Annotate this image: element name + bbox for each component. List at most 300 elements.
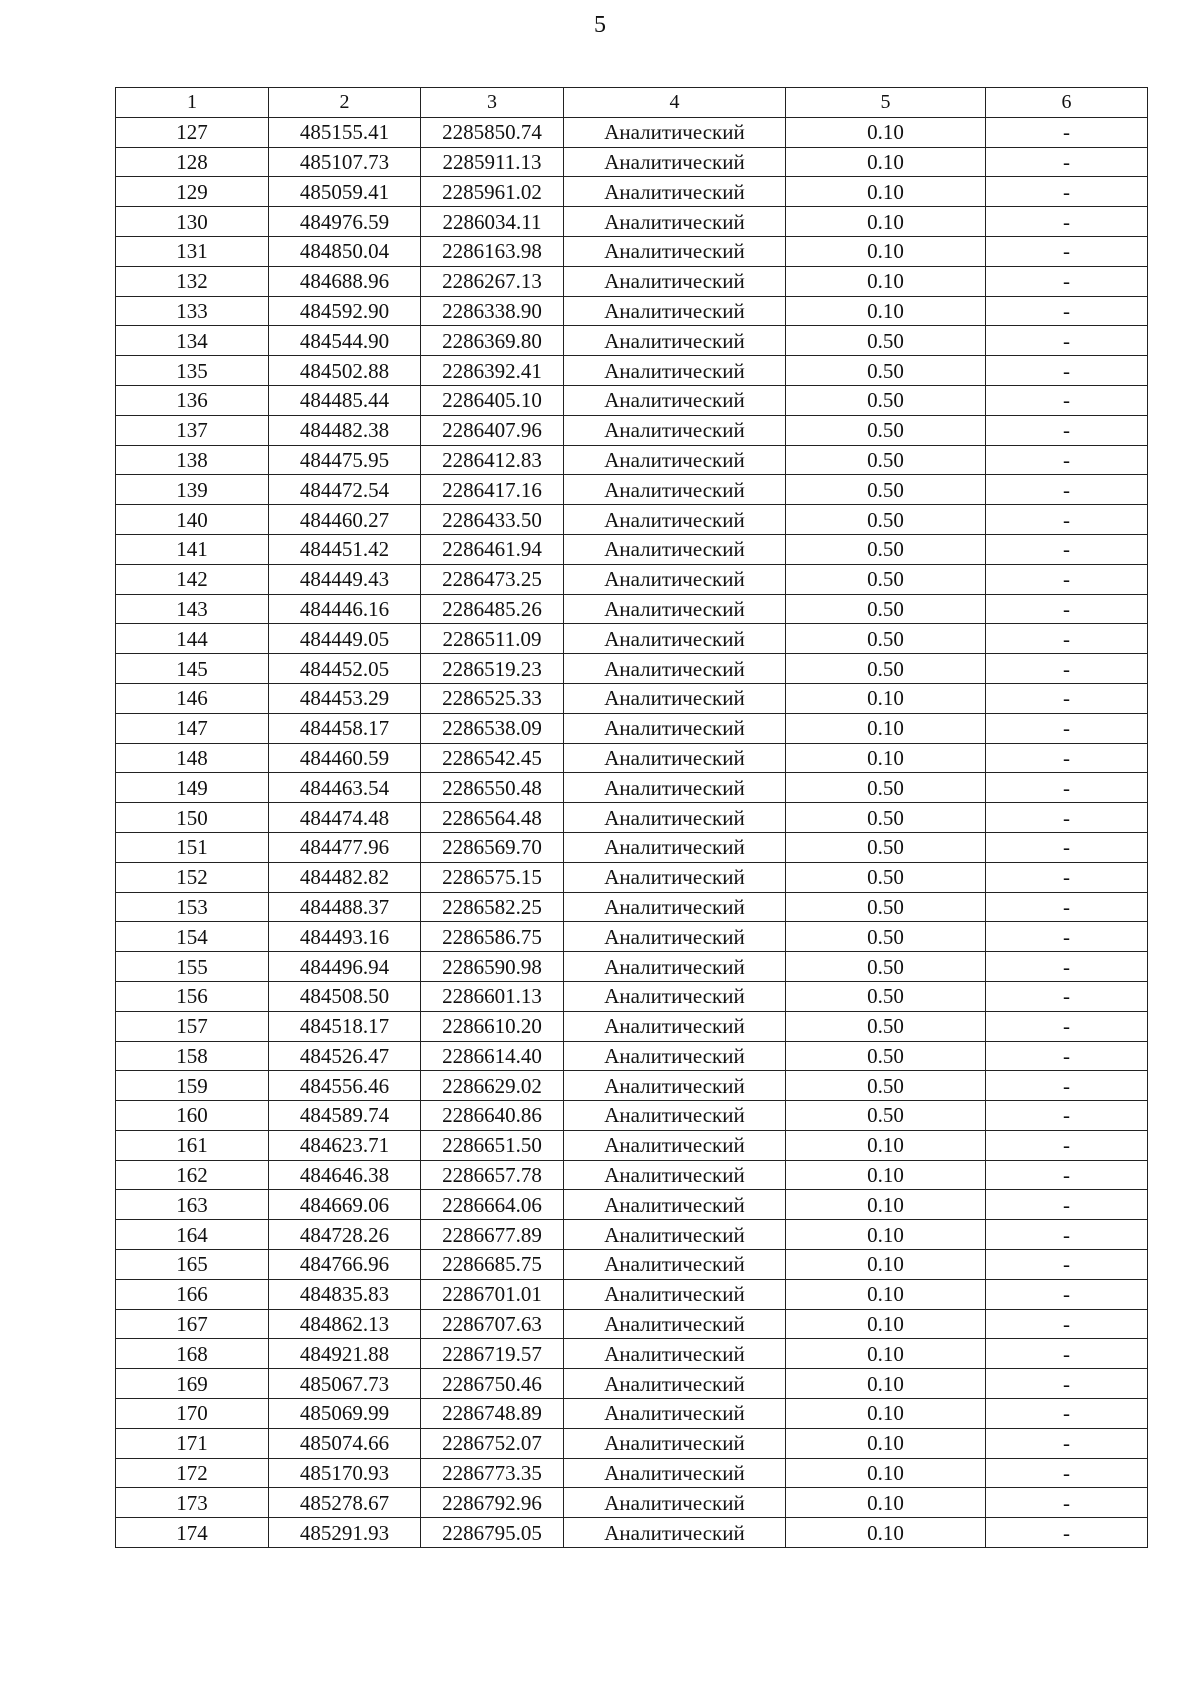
table-row	[116, 534, 1148, 564]
accuracy-cell: 0.10	[786, 1250, 986, 1280]
accuracy-cell: 0.50	[786, 952, 986, 982]
y-coordinate-cell: 2286651.50	[421, 1130, 564, 1160]
note-cell: -	[986, 266, 1148, 296]
y-coordinate-cell: 2286614.40	[421, 1041, 564, 1071]
x-coordinate-cell: 484592.90	[269, 296, 421, 326]
method-cell: Аналитический	[564, 326, 786, 356]
table-row	[116, 475, 1148, 505]
note-cell: -	[986, 1160, 1148, 1190]
note-cell: -	[986, 1399, 1148, 1429]
note-cell: -	[986, 654, 1148, 684]
column-header-2: 2	[269, 88, 421, 118]
accuracy-cell: 0.50	[786, 534, 986, 564]
table-row	[116, 147, 1148, 177]
method-cell: Аналитический	[564, 1130, 786, 1160]
table-row	[116, 922, 1148, 952]
note-cell: -	[986, 594, 1148, 624]
table-row	[116, 1130, 1148, 1160]
column-header-5: 5	[786, 88, 986, 118]
method-cell: Аналитический	[564, 415, 786, 445]
y-coordinate-cell: 2286519.23	[421, 654, 564, 684]
note-cell: -	[986, 1190, 1148, 1220]
note-cell: -	[986, 1250, 1148, 1280]
method-cell: Аналитический	[564, 1399, 786, 1429]
point-number-cell: 135	[116, 356, 269, 386]
method-cell: Аналитический	[564, 862, 786, 892]
y-coordinate-cell: 2285850.74	[421, 117, 564, 147]
x-coordinate-cell: 484669.06	[269, 1190, 421, 1220]
method-cell: Аналитический	[564, 1309, 786, 1339]
column-header-1: 1	[116, 88, 269, 118]
x-coordinate-cell: 484453.29	[269, 683, 421, 713]
point-number-cell: 168	[116, 1339, 269, 1369]
table-row	[116, 326, 1148, 356]
y-coordinate-cell: 2286485.26	[421, 594, 564, 624]
method-cell: Аналитический	[564, 236, 786, 266]
y-coordinate-cell: 2286575.15	[421, 862, 564, 892]
column-header-4: 4	[564, 88, 786, 118]
method-cell: Аналитический	[564, 713, 786, 743]
table-row	[116, 1428, 1148, 1458]
accuracy-cell: 0.10	[786, 1160, 986, 1190]
x-coordinate-cell: 484460.59	[269, 743, 421, 773]
column-header-3: 3	[421, 88, 564, 118]
accuracy-cell: 0.10	[786, 1458, 986, 1488]
accuracy-cell: 0.50	[786, 415, 986, 445]
y-coordinate-cell: 2286701.01	[421, 1279, 564, 1309]
point-number-cell: 138	[116, 445, 269, 475]
x-coordinate-cell: 484556.46	[269, 1071, 421, 1101]
accuracy-cell: 0.50	[786, 505, 986, 535]
table-row	[116, 832, 1148, 862]
accuracy-cell: 0.10	[786, 177, 986, 207]
x-coordinate-cell: 485291.93	[269, 1518, 421, 1548]
table-row	[116, 415, 1148, 445]
point-number-cell: 127	[116, 117, 269, 147]
accuracy-cell: 0.50	[786, 832, 986, 862]
table-row	[116, 773, 1148, 803]
method-cell: Аналитический	[564, 296, 786, 326]
accuracy-cell: 0.10	[786, 1488, 986, 1518]
x-coordinate-cell: 484526.47	[269, 1041, 421, 1071]
point-number-cell: 141	[116, 534, 269, 564]
point-number-cell: 153	[116, 892, 269, 922]
y-coordinate-cell: 2286405.10	[421, 385, 564, 415]
note-cell: -	[986, 1220, 1148, 1250]
method-cell: Аналитический	[564, 1428, 786, 1458]
accuracy-cell: 0.10	[786, 1309, 986, 1339]
table-row	[116, 1279, 1148, 1309]
point-number-cell: 144	[116, 624, 269, 654]
y-coordinate-cell: 2286664.06	[421, 1190, 564, 1220]
note-cell: -	[986, 1130, 1148, 1160]
point-number-cell: 137	[116, 415, 269, 445]
table-row	[116, 445, 1148, 475]
accuracy-cell: 0.50	[786, 1071, 986, 1101]
note-cell: -	[986, 683, 1148, 713]
point-number-cell: 171	[116, 1428, 269, 1458]
point-number-cell: 130	[116, 207, 269, 237]
point-number-cell: 157	[116, 1011, 269, 1041]
accuracy-cell: 0.50	[786, 594, 986, 624]
note-cell: -	[986, 564, 1148, 594]
column-header-6: 6	[986, 88, 1148, 118]
y-coordinate-cell: 2286511.09	[421, 624, 564, 654]
point-number-cell: 142	[116, 564, 269, 594]
method-cell: Аналитический	[564, 1250, 786, 1280]
y-coordinate-cell: 2286338.90	[421, 296, 564, 326]
point-number-cell: 166	[116, 1279, 269, 1309]
point-number-cell: 154	[116, 922, 269, 952]
note-cell: -	[986, 1011, 1148, 1041]
x-coordinate-cell: 484544.90	[269, 326, 421, 356]
method-cell: Аналитический	[564, 177, 786, 207]
x-coordinate-cell: 484850.04	[269, 236, 421, 266]
method-cell: Аналитический	[564, 803, 786, 833]
method-cell: Аналитический	[564, 1190, 786, 1220]
note-cell: -	[986, 475, 1148, 505]
x-coordinate-cell: 484488.37	[269, 892, 421, 922]
note-cell: -	[986, 1101, 1148, 1131]
point-number-cell: 132	[116, 266, 269, 296]
point-number-cell: 140	[116, 505, 269, 535]
x-coordinate-cell: 484449.05	[269, 624, 421, 654]
x-coordinate-cell: 484589.74	[269, 1101, 421, 1131]
point-number-cell: 148	[116, 743, 269, 773]
x-coordinate-cell: 485074.66	[269, 1428, 421, 1458]
accuracy-cell: 0.50	[786, 1041, 986, 1071]
table-row	[116, 624, 1148, 654]
accuracy-cell: 0.10	[786, 266, 986, 296]
method-cell: Аналитический	[564, 743, 786, 773]
x-coordinate-cell: 485278.67	[269, 1488, 421, 1518]
accuracy-cell: 0.10	[786, 1399, 986, 1429]
accuracy-cell: 0.10	[786, 1220, 986, 1250]
method-cell: Аналитический	[564, 445, 786, 475]
note-cell: -	[986, 1279, 1148, 1309]
note-cell: -	[986, 505, 1148, 535]
point-number-cell: 165	[116, 1250, 269, 1280]
x-coordinate-cell: 485069.99	[269, 1399, 421, 1429]
x-coordinate-cell: 484446.16	[269, 594, 421, 624]
method-cell: Аналитический	[564, 892, 786, 922]
method-cell: Аналитический	[564, 832, 786, 862]
note-cell: -	[986, 743, 1148, 773]
method-cell: Аналитический	[564, 594, 786, 624]
note-cell: -	[986, 952, 1148, 982]
table-row	[116, 207, 1148, 237]
table-row	[116, 952, 1148, 982]
accuracy-cell: 0.10	[786, 296, 986, 326]
point-number-cell: 173	[116, 1488, 269, 1518]
point-number-cell: 162	[116, 1160, 269, 1190]
method-cell: Аналитический	[564, 1518, 786, 1548]
x-coordinate-cell: 484477.96	[269, 832, 421, 862]
note-cell: -	[986, 177, 1148, 207]
point-number-cell: 143	[116, 594, 269, 624]
note-cell: -	[986, 534, 1148, 564]
point-number-cell: 170	[116, 1399, 269, 1429]
y-coordinate-cell: 2286707.63	[421, 1309, 564, 1339]
y-coordinate-cell: 2286719.57	[421, 1339, 564, 1369]
x-coordinate-cell: 484485.44	[269, 385, 421, 415]
x-coordinate-cell: 484482.82	[269, 862, 421, 892]
accuracy-cell: 0.10	[786, 236, 986, 266]
note-cell: -	[986, 1488, 1148, 1518]
accuracy-cell: 0.10	[786, 1190, 986, 1220]
y-coordinate-cell: 2286792.96	[421, 1488, 564, 1518]
table-row	[116, 266, 1148, 296]
point-number-cell: 163	[116, 1190, 269, 1220]
method-cell: Аналитический	[564, 1488, 786, 1518]
point-number-cell: 160	[116, 1101, 269, 1131]
header-row	[116, 88, 1148, 118]
table-row	[116, 1399, 1148, 1429]
y-coordinate-cell: 2286461.94	[421, 534, 564, 564]
method-cell: Аналитический	[564, 922, 786, 952]
y-coordinate-cell: 2286550.48	[421, 773, 564, 803]
accuracy-cell: 0.10	[786, 1339, 986, 1369]
x-coordinate-cell: 485155.41	[269, 117, 421, 147]
table-row	[116, 117, 1148, 147]
method-cell: Аналитический	[564, 117, 786, 147]
note-cell: -	[986, 356, 1148, 386]
note-cell: -	[986, 1041, 1148, 1071]
accuracy-cell: 0.50	[786, 803, 986, 833]
y-coordinate-cell: 2286569.70	[421, 832, 564, 862]
x-coordinate-cell: 484921.88	[269, 1339, 421, 1369]
table-row	[116, 1250, 1148, 1280]
y-coordinate-cell: 2286542.45	[421, 743, 564, 773]
accuracy-cell: 0.50	[786, 564, 986, 594]
note-cell: -	[986, 326, 1148, 356]
method-cell: Аналитический	[564, 981, 786, 1011]
x-coordinate-cell: 485067.73	[269, 1369, 421, 1399]
note-cell: -	[986, 862, 1148, 892]
x-coordinate-cell: 484688.96	[269, 266, 421, 296]
point-number-cell: 167	[116, 1309, 269, 1339]
table-row	[116, 594, 1148, 624]
x-coordinate-cell: 484518.17	[269, 1011, 421, 1041]
note-cell: -	[986, 981, 1148, 1011]
accuracy-cell: 0.50	[786, 356, 986, 386]
note-cell: -	[986, 922, 1148, 952]
x-coordinate-cell: 484646.38	[269, 1160, 421, 1190]
method-cell: Аналитический	[564, 1101, 786, 1131]
x-coordinate-cell: 484496.94	[269, 952, 421, 982]
accuracy-cell: 0.10	[786, 1130, 986, 1160]
y-coordinate-cell: 2286407.96	[421, 415, 564, 445]
note-cell: -	[986, 1369, 1148, 1399]
note-cell: -	[986, 803, 1148, 833]
accuracy-cell: 0.50	[786, 981, 986, 1011]
y-coordinate-cell: 2286601.13	[421, 981, 564, 1011]
method-cell: Аналитический	[564, 1041, 786, 1071]
note-cell: -	[986, 773, 1148, 803]
note-cell: -	[986, 207, 1148, 237]
table-row	[116, 743, 1148, 773]
table-row	[116, 1071, 1148, 1101]
point-number-cell: 131	[116, 236, 269, 266]
x-coordinate-cell: 484474.48	[269, 803, 421, 833]
y-coordinate-cell: 2286267.13	[421, 266, 564, 296]
x-coordinate-cell: 484472.54	[269, 475, 421, 505]
point-number-cell: 139	[116, 475, 269, 505]
accuracy-cell: 0.10	[786, 1518, 986, 1548]
x-coordinate-cell: 484976.59	[269, 207, 421, 237]
x-coordinate-cell: 484449.43	[269, 564, 421, 594]
table-row	[116, 981, 1148, 1011]
method-cell: Аналитический	[564, 624, 786, 654]
x-coordinate-cell: 485059.41	[269, 177, 421, 207]
method-cell: Аналитический	[564, 1458, 786, 1488]
accuracy-cell: 0.50	[786, 773, 986, 803]
note-cell: -	[986, 1518, 1148, 1548]
method-cell: Аналитический	[564, 654, 786, 684]
point-number-cell: 161	[116, 1130, 269, 1160]
method-cell: Аналитический	[564, 266, 786, 296]
table-row	[116, 1220, 1148, 1250]
table-row	[116, 1518, 1148, 1548]
y-coordinate-cell: 2286610.20	[421, 1011, 564, 1041]
note-cell: -	[986, 1071, 1148, 1101]
x-coordinate-cell: 484463.54	[269, 773, 421, 803]
point-number-cell: 136	[116, 385, 269, 415]
table-row	[116, 1458, 1148, 1488]
x-coordinate-cell: 484460.27	[269, 505, 421, 535]
y-coordinate-cell: 2286538.09	[421, 713, 564, 743]
x-coordinate-cell: 485170.93	[269, 1458, 421, 1488]
point-number-cell: 159	[116, 1071, 269, 1101]
y-coordinate-cell: 2285961.02	[421, 177, 564, 207]
accuracy-cell: 0.50	[786, 1101, 986, 1131]
accuracy-cell: 0.50	[786, 445, 986, 475]
method-cell: Аналитический	[564, 356, 786, 386]
table-row	[116, 1369, 1148, 1399]
y-coordinate-cell: 2286417.16	[421, 475, 564, 505]
method-cell: Аналитический	[564, 683, 786, 713]
table-row	[116, 713, 1148, 743]
point-number-cell: 158	[116, 1041, 269, 1071]
y-coordinate-cell: 2286369.80	[421, 326, 564, 356]
y-coordinate-cell: 2286773.35	[421, 1458, 564, 1488]
table-body	[116, 117, 1148, 1547]
y-coordinate-cell: 2286433.50	[421, 505, 564, 535]
x-coordinate-cell: 484493.16	[269, 922, 421, 952]
x-coordinate-cell: 484623.71	[269, 1130, 421, 1160]
note-cell: -	[986, 236, 1148, 266]
y-coordinate-cell: 2286685.75	[421, 1250, 564, 1280]
note-cell: -	[986, 624, 1148, 654]
table-row	[116, 1190, 1148, 1220]
method-cell: Аналитический	[564, 1071, 786, 1101]
point-number-cell: 156	[116, 981, 269, 1011]
x-coordinate-cell: 484862.13	[269, 1309, 421, 1339]
note-cell: -	[986, 147, 1148, 177]
table-row	[116, 1011, 1148, 1041]
y-coordinate-cell: 2286564.48	[421, 803, 564, 833]
table-row	[116, 236, 1148, 266]
x-coordinate-cell: 484502.88	[269, 356, 421, 386]
y-coordinate-cell: 2286582.25	[421, 892, 564, 922]
note-cell: -	[986, 1339, 1148, 1369]
note-cell: -	[986, 892, 1148, 922]
y-coordinate-cell: 2286657.78	[421, 1160, 564, 1190]
method-cell: Аналитический	[564, 534, 786, 564]
accuracy-cell: 0.50	[786, 654, 986, 684]
x-coordinate-cell: 485107.73	[269, 147, 421, 177]
method-cell: Аналитический	[564, 952, 786, 982]
table-row	[116, 1309, 1148, 1339]
note-cell: -	[986, 1428, 1148, 1458]
y-coordinate-cell: 2286392.41	[421, 356, 564, 386]
table-row	[116, 1101, 1148, 1131]
table-row	[116, 296, 1148, 326]
point-number-cell: 150	[116, 803, 269, 833]
x-coordinate-cell: 484458.17	[269, 713, 421, 743]
y-coordinate-cell: 2286473.25	[421, 564, 564, 594]
method-cell: Аналитический	[564, 773, 786, 803]
table-row	[116, 564, 1148, 594]
note-cell: -	[986, 296, 1148, 326]
table-row	[116, 356, 1148, 386]
method-cell: Аналитический	[564, 564, 786, 594]
accuracy-cell: 0.50	[786, 475, 986, 505]
table-row	[116, 505, 1148, 535]
y-coordinate-cell: 2286586.75	[421, 922, 564, 952]
note-cell: -	[986, 1458, 1148, 1488]
accuracy-cell: 0.10	[786, 713, 986, 743]
coordinates-table	[115, 87, 1148, 1548]
note-cell: -	[986, 415, 1148, 445]
point-number-cell: 147	[116, 713, 269, 743]
y-coordinate-cell: 2286795.05	[421, 1518, 564, 1548]
method-cell: Аналитический	[564, 1160, 786, 1190]
accuracy-cell: 0.50	[786, 624, 986, 654]
table-row	[116, 1041, 1148, 1071]
method-cell: Аналитический	[564, 385, 786, 415]
table-row	[116, 177, 1148, 207]
method-cell: Аналитический	[564, 1011, 786, 1041]
point-number-cell: 172	[116, 1458, 269, 1488]
accuracy-cell: 0.10	[786, 1279, 986, 1309]
method-cell: Аналитический	[564, 207, 786, 237]
accuracy-cell: 0.50	[786, 385, 986, 415]
x-coordinate-cell: 484508.50	[269, 981, 421, 1011]
point-number-cell: 128	[116, 147, 269, 177]
accuracy-cell: 0.10	[786, 207, 986, 237]
accuracy-cell: 0.50	[786, 922, 986, 952]
note-cell: -	[986, 445, 1148, 475]
point-number-cell: 145	[116, 654, 269, 684]
point-number-cell: 129	[116, 177, 269, 207]
y-coordinate-cell: 2286629.02	[421, 1071, 564, 1101]
x-coordinate-cell: 484766.96	[269, 1250, 421, 1280]
y-coordinate-cell: 2286163.98	[421, 236, 564, 266]
x-coordinate-cell: 484728.26	[269, 1220, 421, 1250]
note-cell: -	[986, 1309, 1148, 1339]
method-cell: Аналитический	[564, 475, 786, 505]
y-coordinate-cell: 2286752.07	[421, 1428, 564, 1458]
accuracy-cell: 0.50	[786, 1011, 986, 1041]
accuracy-cell: 0.50	[786, 892, 986, 922]
accuracy-cell: 0.10	[786, 117, 986, 147]
table-row	[116, 803, 1148, 833]
method-cell: Аналитический	[564, 147, 786, 177]
x-coordinate-cell: 484475.95	[269, 445, 421, 475]
note-cell: -	[986, 713, 1148, 743]
point-number-cell: 174	[116, 1518, 269, 1548]
